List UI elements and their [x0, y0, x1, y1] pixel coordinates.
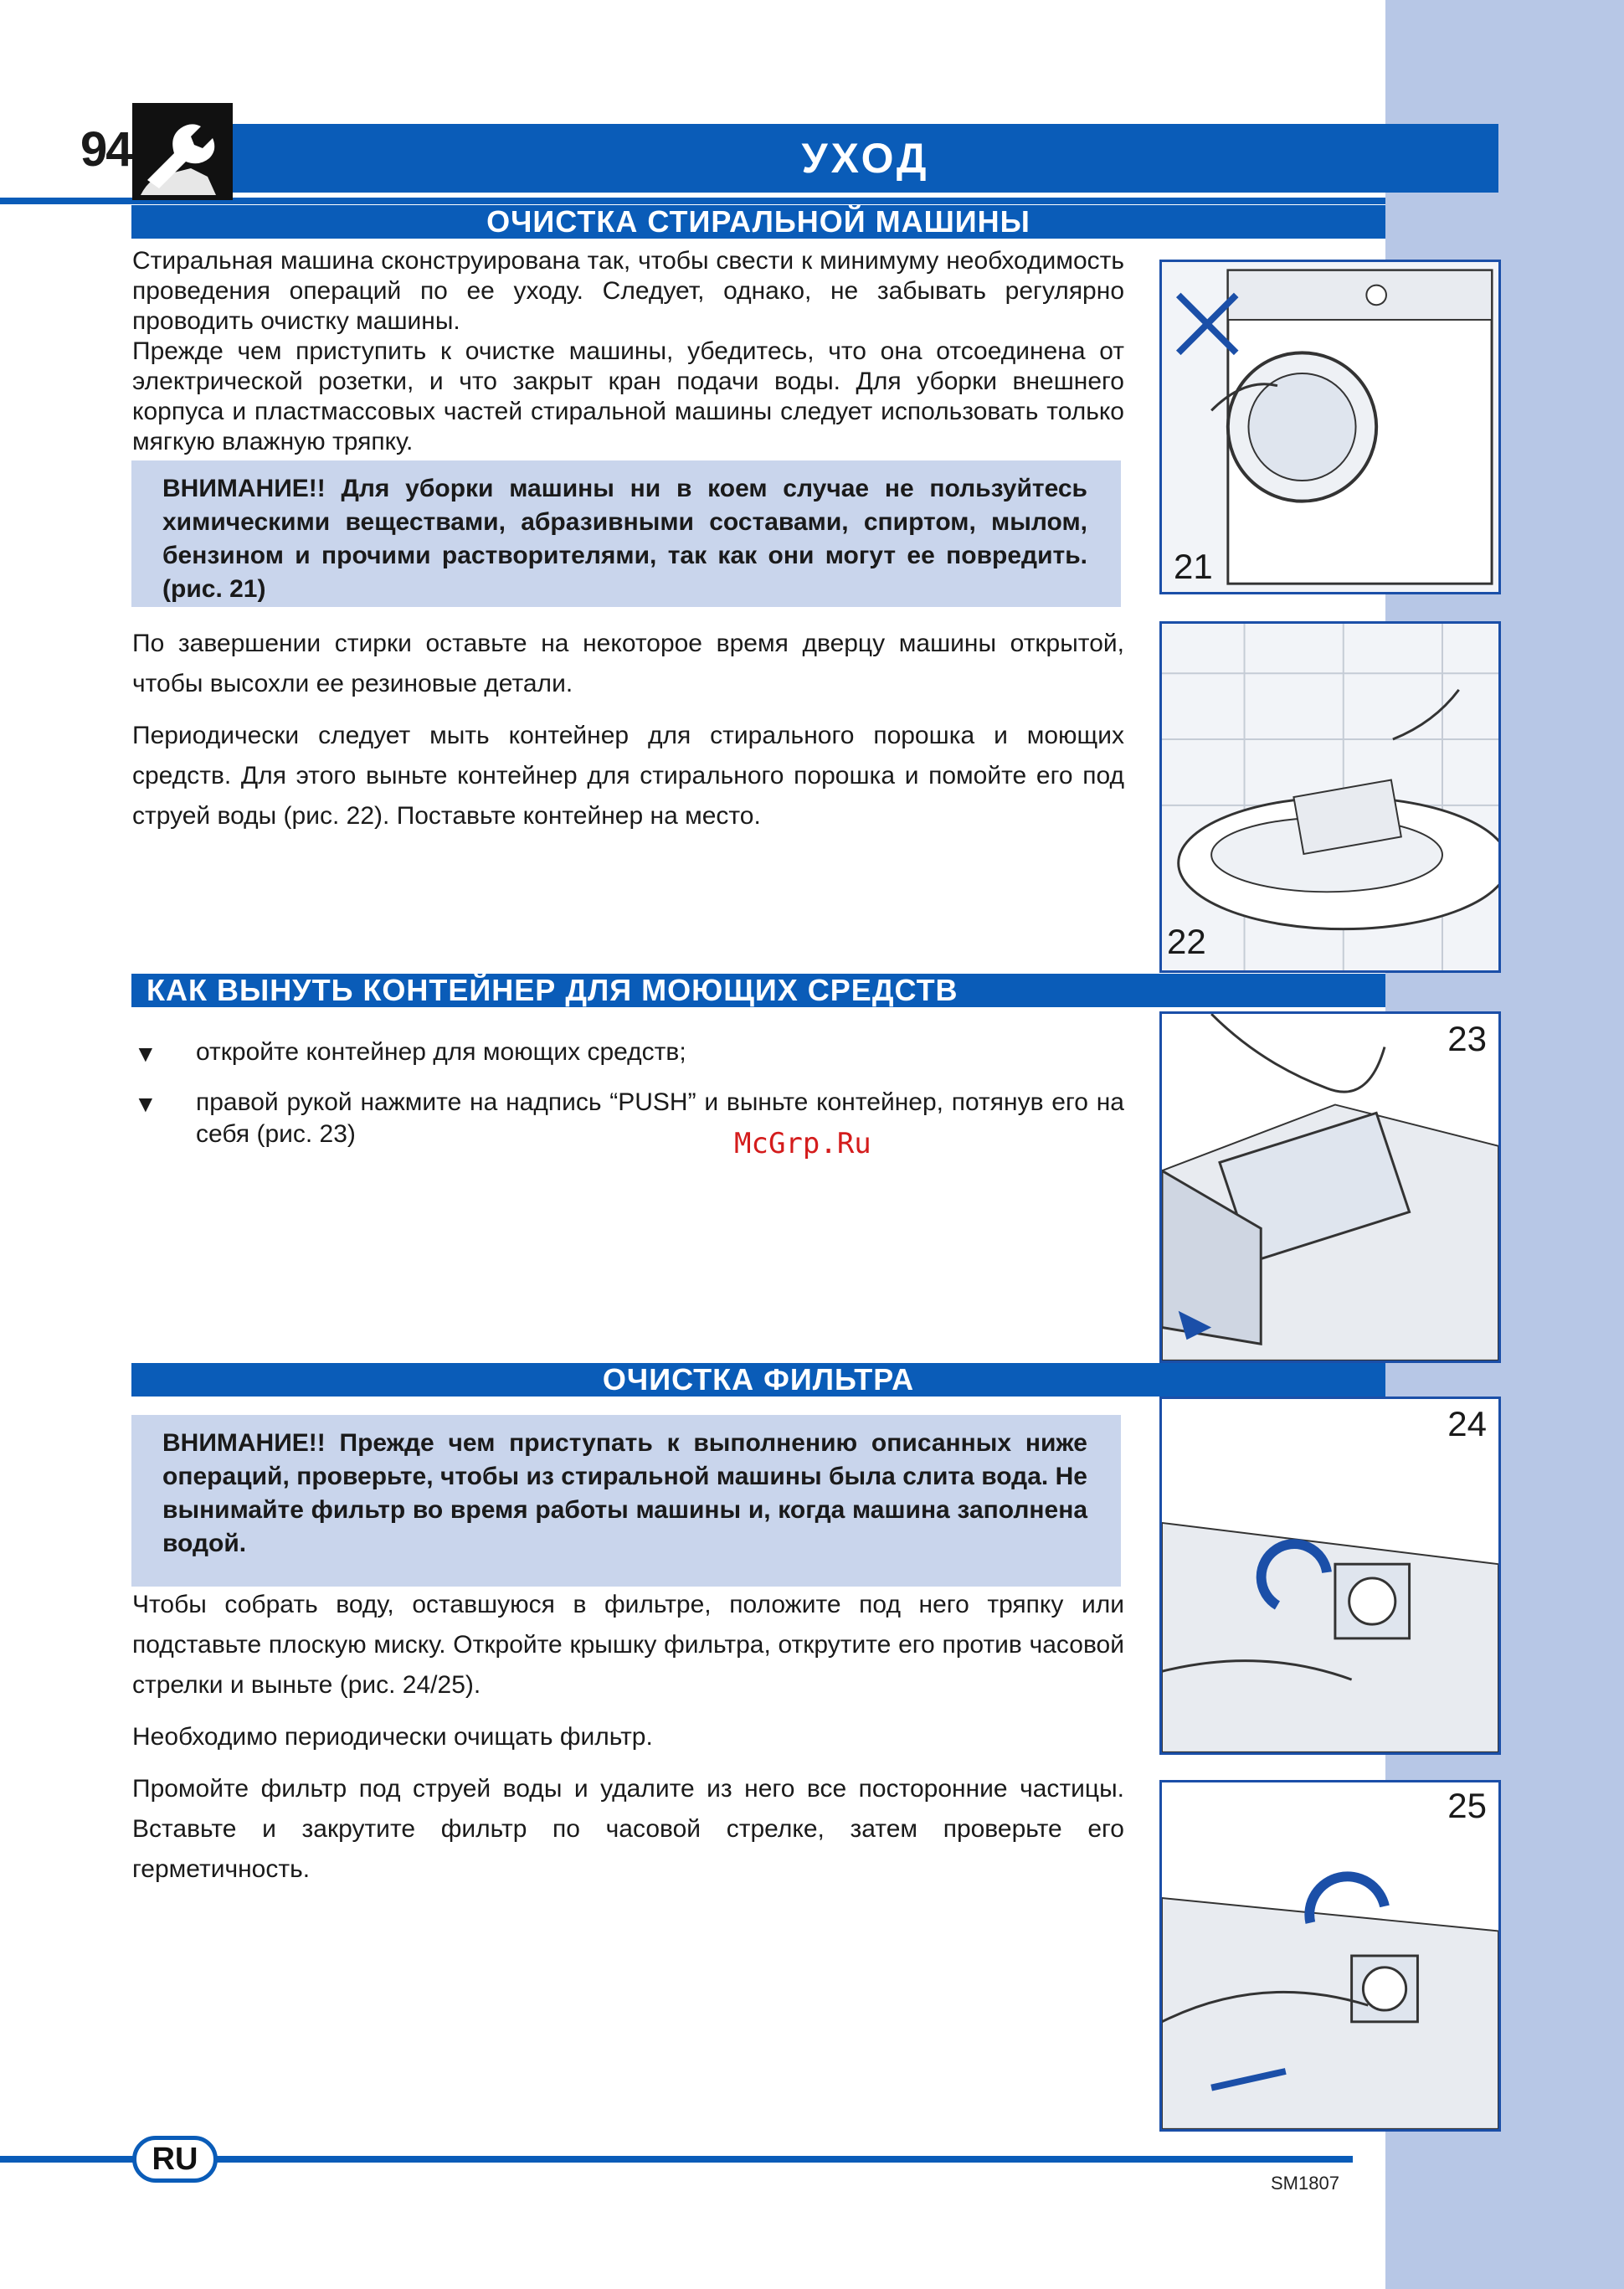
warning-box: ВНИМАНИЕ!! Для уборки машины ни в коем случае не пользуйтесь химическими веществами, абразивными составами, спиртом, мылом, бензином и прочими растворителями, так как они могут ее повредить. (рис. 21) [131, 460, 1121, 607]
paragraph: Стиральная машина сконструирована так, чтобы свести к минимуму необходимость проведения операций по ее уходу. Следует, однако, не забывать регулярно проводить очистку машины. [132, 247, 1124, 335]
filter-cover-illustration [1162, 1399, 1498, 1752]
document-code: SM1807 [1271, 2173, 1339, 2194]
filter-removal-illustration [1162, 1782, 1498, 2129]
figure-25 [1159, 1780, 1501, 2132]
section1-intro [132, 246, 1124, 457]
figure-21 [1159, 260, 1501, 594]
page-number: 94 [80, 122, 131, 177]
paragraph: Прежде чем приступить к очистке машины, убедитесь, что она отсоединена от электрической розетки, и что закрыт кран подачи воды. Для уборки внешнего корпуса и пластмассовых частей стиральной машины следует использовать только мягкую влажную тряпку. [132, 337, 1124, 455]
list-item [132, 1036, 1124, 1068]
dispenser-removal-illustration [1162, 1014, 1498, 1361]
instruction-list [132, 1036, 1124, 1169]
footer-rule [199, 2156, 1353, 2163]
paragraph: Периодически следует мыть контейнер для стирального порошка и моющих средств. Для этого выньте контейнер для стирального порошка и помойте его под струей воды (рис. 22). Поставьте контейнер на место. [132, 722, 1124, 830]
section1-body [132, 624, 1124, 848]
section-title-filter: ОЧИСТКА ФИЛЬТРА [131, 1363, 1385, 1397]
figure-24 [1159, 1397, 1501, 1755]
figure-number: 21 [1174, 547, 1213, 586]
figure-22 [1159, 621, 1501, 973]
figure-number: 25 [1447, 1786, 1487, 1825]
list-item-text: откройте контейнер для моющих средств; [196, 1038, 686, 1066]
footer-rule-left [0, 2156, 142, 2163]
section-title-cleaning: ОЧИСТКА СТИРАЛЬНОЙ МАШИНЫ [131, 205, 1385, 239]
sink-dispenser-illustration [1162, 624, 1498, 970]
page-title: УХОД [801, 135, 930, 182]
paragraph: Промойте фильтр под струей воды и удалите из него все посторонние частицы. Вставьте и закрутите фильтр по часовой стрелке, затем проверьте его герметичность. [132, 1775, 1124, 1883]
paragraph: По завершении стирки оставьте на некоторое время дверцу машины открытой, чтобы высохли ее резиновые детали. [132, 630, 1124, 697]
list-item [132, 1087, 1124, 1150]
figure-23 [1159, 1011, 1501, 1363]
figure-number: 23 [1447, 1019, 1487, 1058]
warning-box: ВНИМАНИЕ!! Прежде чем приступать к выполнению описанных ниже операций, проверьте, чтобы из стиральной машины была слита вода. Не вынимайте фильтр во время работы машины и, когда машина заполнена водой. [131, 1415, 1121, 1587]
triangle-bullet-icon: ▼ [134, 1041, 157, 1067]
language-badge: RU [132, 2136, 218, 2183]
list-item-text: правой рукой нажмите на надпись “PUSH” и выньте контейнер, потянув его на себя (рис. 23) [196, 1088, 1124, 1148]
figure-number: 22 [1167, 922, 1206, 961]
figure-number: 24 [1447, 1404, 1487, 1443]
wrench-hand-icon [132, 103, 233, 200]
triangle-bullet-icon: ▼ [134, 1091, 157, 1117]
section-title-remove-container: КАК ВЫНУТЬ КОНТЕЙНЕР ДЛЯ МОЮЩИХ СРЕДСТВ [131, 974, 1385, 1007]
washing-machine-illustration [1162, 262, 1498, 592]
section3-body [132, 1585, 1124, 1901]
paragraph: Необходимо периодически очищать фильтр. [132, 1723, 653, 1751]
paragraph: Чтобы собрать воду, оставшуюся в фильтре, положите под него тряпку или подставьте плоскую миску. Откройте крышку фильтра, открутите его против часовой стрелки и выньте (рис. 24/25). [132, 1591, 1124, 1699]
watermark: McGrp.Ru [734, 1127, 871, 1160]
